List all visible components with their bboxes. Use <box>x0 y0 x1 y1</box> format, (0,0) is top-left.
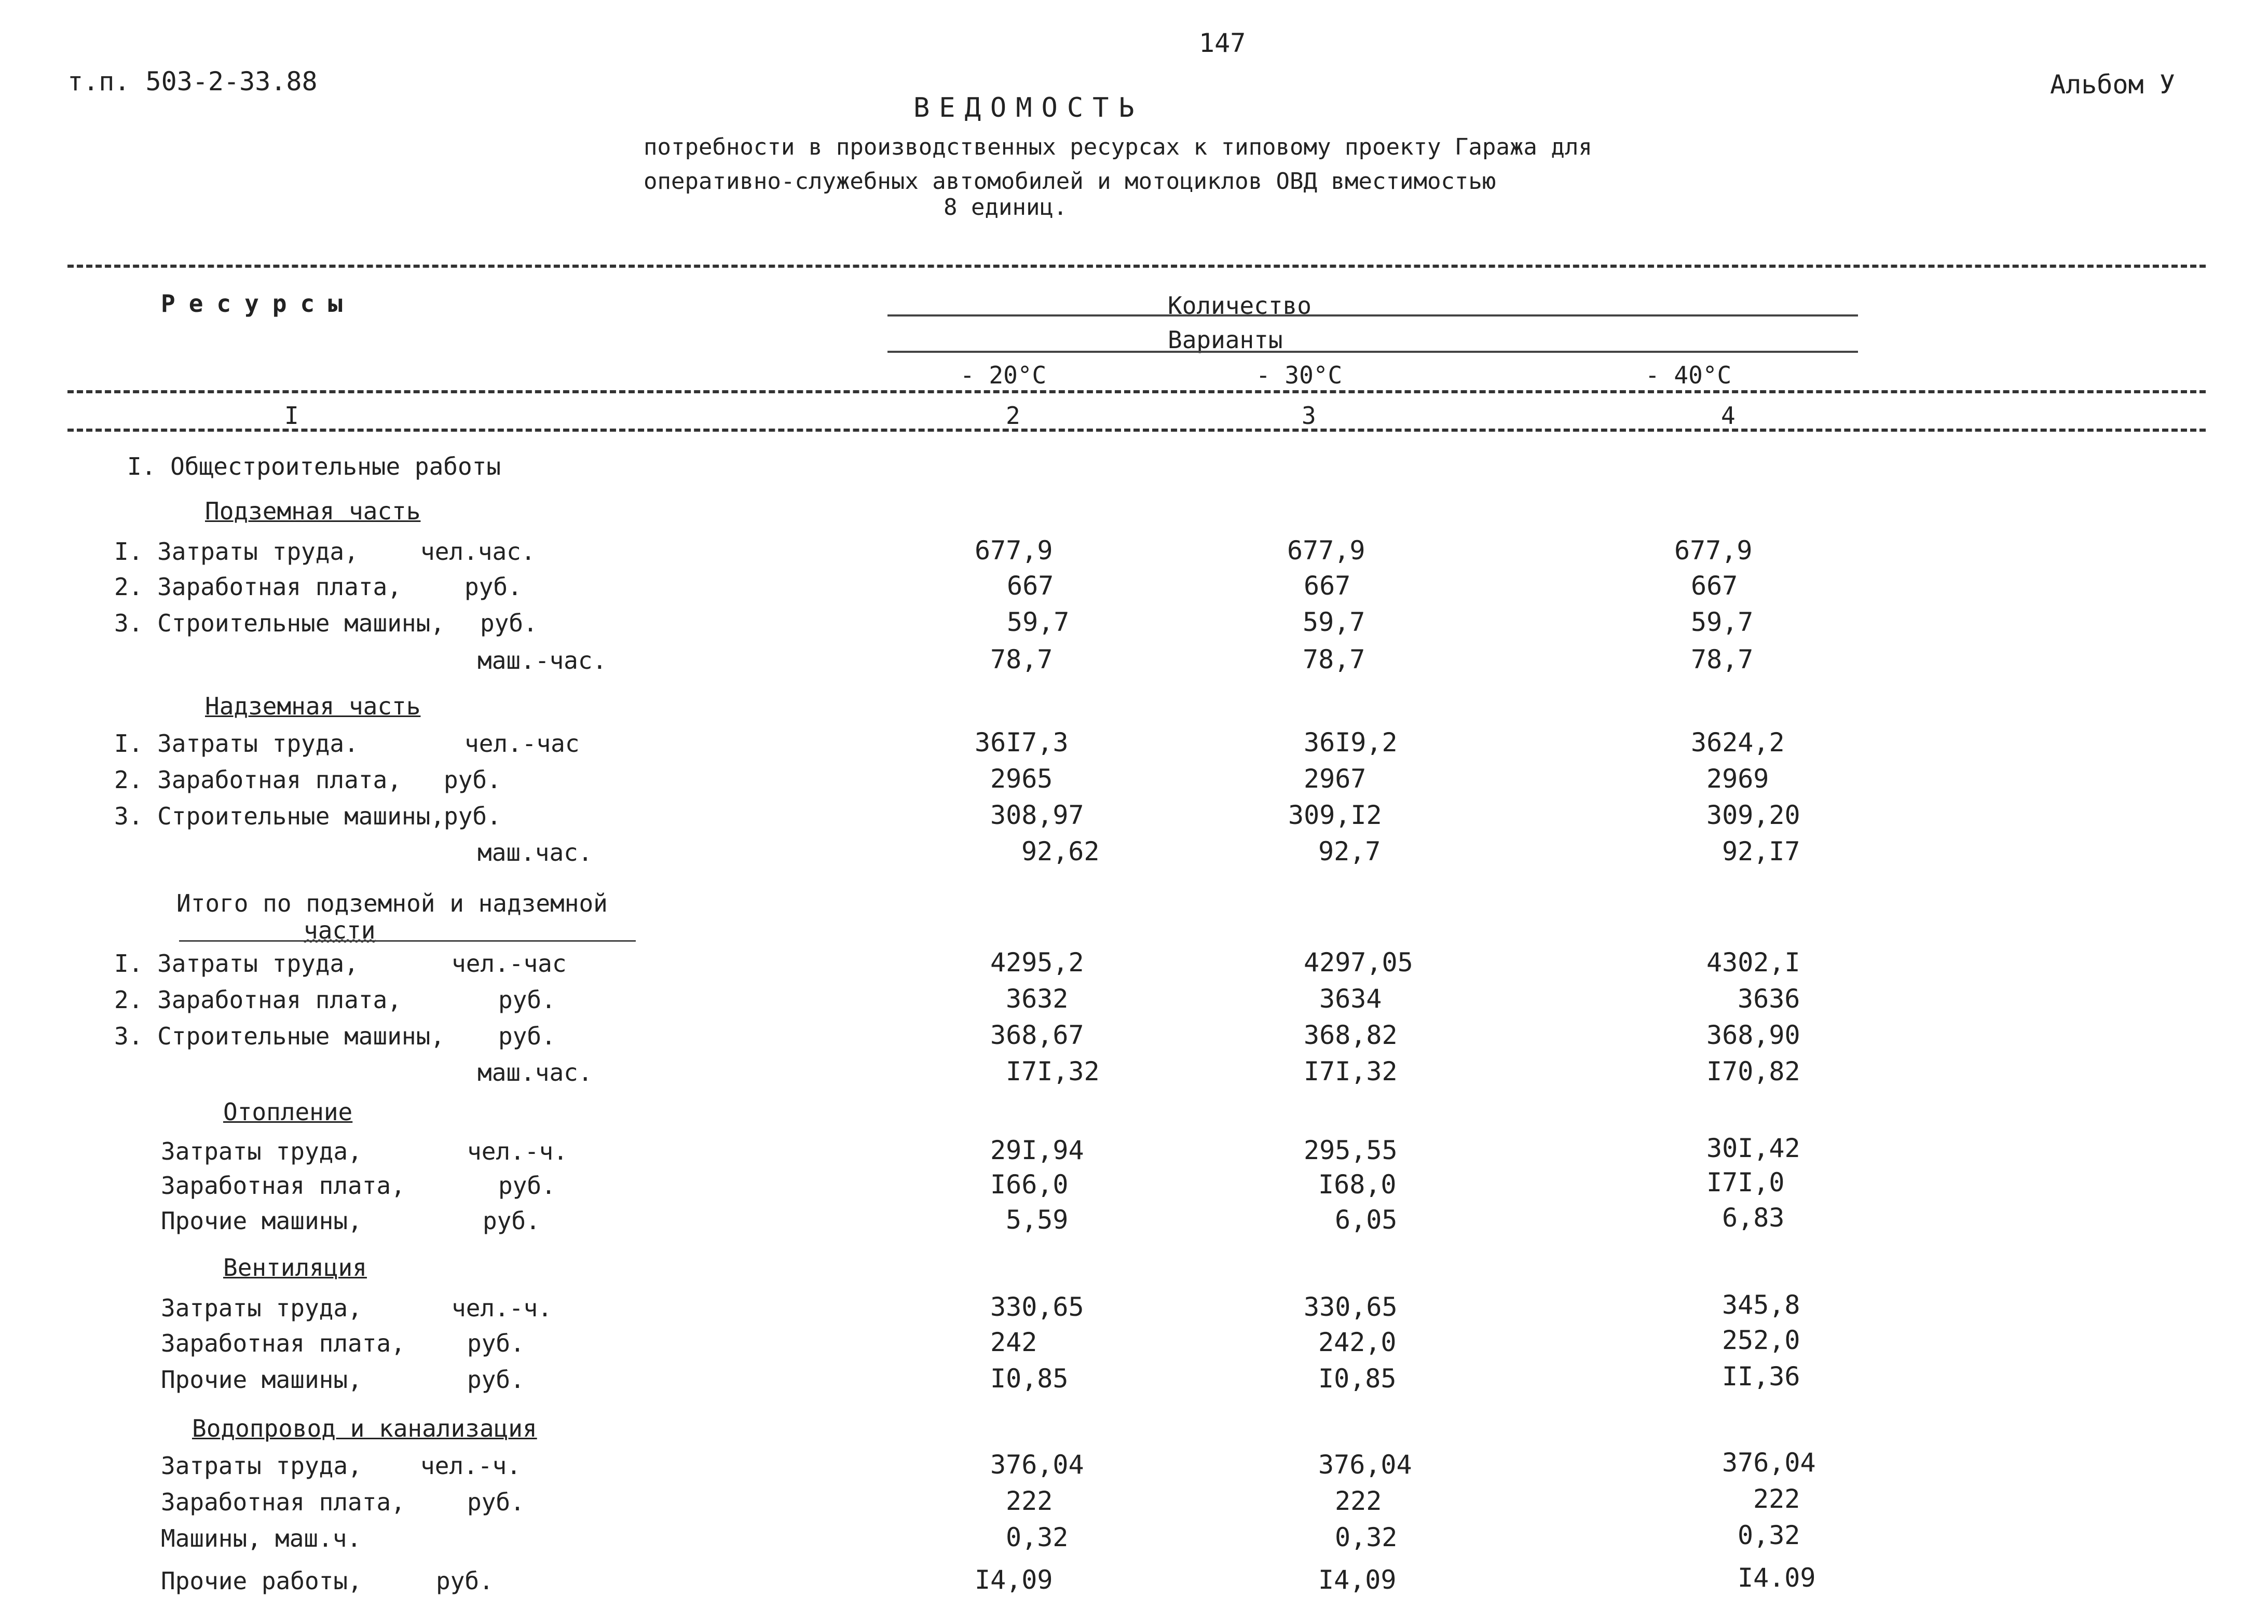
row-unit: руб. <box>436 1567 494 1595</box>
value-20: 36I7,3 <box>975 727 1069 758</box>
value-40: 6,83 <box>1722 1203 1785 1233</box>
row-label: Прочие работы, <box>161 1567 362 1595</box>
value-30: 330,65 <box>1304 1292 1398 1322</box>
row-unit: чел.-ч. <box>452 1294 552 1322</box>
value-40: 0,32 <box>1738 1520 1800 1550</box>
row-unit: руб. <box>498 1172 556 1200</box>
value-20: 4295,2 <box>990 947 1084 978</box>
value-30: 295,55 <box>1304 1135 1398 1165</box>
row-unit: маш.ч. <box>275 1524 362 1552</box>
value-20: I4,09 <box>975 1565 1053 1595</box>
row-unit: маш.час. <box>477 838 593 866</box>
value-40: 4302,I <box>1706 947 1800 978</box>
row-label: I. Затраты труда. <box>114 730 359 758</box>
value-40: 309,20 <box>1706 800 1800 830</box>
variant-20-header: - 20°С <box>960 361 1047 389</box>
value-40: 3636 <box>1738 984 1800 1014</box>
row-unit: чел.-час <box>464 730 580 758</box>
value-30: I4,09 <box>1318 1565 1397 1595</box>
value-20: 242 <box>990 1327 1037 1357</box>
row-label: Затраты труда, <box>161 1137 362 1165</box>
row-label: I. Затраты труда, <box>114 949 359 978</box>
value-20: 78,7 <box>990 644 1053 675</box>
row-unit: руб. <box>444 802 501 830</box>
total-section-title-line-1: Итого по подземной и надземной <box>176 889 608 917</box>
value-40: 78,7 <box>1691 644 1754 675</box>
row-label: Затраты труда, <box>161 1294 362 1322</box>
value-20: 0,32 <box>1006 1522 1069 1552</box>
variant-40-header: - 40°С <box>1645 361 1732 389</box>
row-unit: руб. <box>467 1488 525 1516</box>
row-label: 3. Строительные машины, <box>114 609 445 637</box>
row-label: Машины, <box>161 1524 262 1552</box>
value-20: 376,04 <box>990 1450 1084 1480</box>
row-unit: руб. <box>464 573 522 601</box>
value-30: I0,85 <box>1318 1364 1397 1394</box>
page-number: 147 <box>1199 28 1246 58</box>
value-20: 368,67 <box>990 1020 1084 1050</box>
column-number-2: 2 <box>1006 402 1020 430</box>
underground-section-title: Подземная часть <box>205 497 421 525</box>
column-number-1: I <box>284 402 299 430</box>
value-20: I0,85 <box>990 1364 1069 1394</box>
row-unit: руб. <box>498 1022 556 1050</box>
row-unit: руб. <box>467 1329 525 1357</box>
aboveground-section-title: Надземная часть <box>205 692 421 720</box>
table-header-bottom-rule <box>67 429 2206 432</box>
value-30: 677,9 <box>1287 535 1365 566</box>
row-label: 3. Строительные машины, <box>114 1022 445 1050</box>
row-unit: чел.-час <box>452 949 567 978</box>
value-30: 92,7 <box>1318 836 1381 866</box>
value-20: 59,7 <box>1007 607 1070 637</box>
value-30: 36I9,2 <box>1304 727 1398 758</box>
value-30: 222 <box>1335 1486 1382 1516</box>
value-40: 667 <box>1691 571 1738 601</box>
document-title: ВЕДОМОСТЬ <box>913 92 1144 123</box>
value-20: 222 <box>1006 1486 1053 1516</box>
row-unit: маш.час. <box>477 1058 593 1086</box>
value-30: I68,0 <box>1318 1169 1397 1200</box>
variant-30-header: - 30°С <box>1256 361 1343 389</box>
row-label: 2. Заработная плата, <box>114 766 402 794</box>
row-label: Заработная плата, <box>161 1329 405 1357</box>
row-label: Заработная плата, <box>161 1488 405 1516</box>
value-40: I70,82 <box>1706 1056 1800 1086</box>
value-30: 4297,05 <box>1304 947 1413 978</box>
value-40: 59,7 <box>1691 607 1754 637</box>
value-20: 3632 <box>1006 984 1069 1014</box>
variants-bottom-rule <box>67 390 2206 393</box>
album-label: Альбом У <box>2050 70 2175 100</box>
variants-rule <box>887 351 1858 353</box>
value-20: 2965 <box>990 764 1053 794</box>
row-unit: чел.-ч. <box>467 1137 568 1165</box>
column-number-3: 3 <box>1302 402 1316 430</box>
value-20: 330,65 <box>990 1292 1084 1322</box>
value-40: 345,8 <box>1722 1290 1800 1320</box>
value-40: 92,I7 <box>1722 836 1800 866</box>
value-30: 59,7 <box>1303 607 1365 637</box>
value-40: 368,90 <box>1706 1020 1800 1050</box>
row-label: Затраты труда, <box>161 1452 362 1480</box>
value-40: II,36 <box>1722 1361 1800 1392</box>
value-30: 309,I2 <box>1288 800 1382 830</box>
subtitle-line-3: 8 единиц. <box>944 194 1068 221</box>
value-30: 376,04 <box>1318 1450 1412 1480</box>
section-general-construction: I. Общестроительные работы <box>127 452 501 480</box>
value-30: 78,7 <box>1303 644 1365 675</box>
value-20: I7I,32 <box>1006 1056 1100 1086</box>
column-header-quantity: Количество <box>1168 292 1311 320</box>
row-unit: руб. <box>498 986 556 1014</box>
quantity-rule <box>887 314 1858 316</box>
row-unit: руб. <box>483 1207 540 1235</box>
row-label: I. Затраты труда, <box>114 538 359 566</box>
subtitle-line-1: потребности в производственных ресурсах к типовому проекту Гаража для <box>644 134 1592 160</box>
value-30: 2967 <box>1304 764 1367 794</box>
value-30: 368,82 <box>1304 1020 1398 1050</box>
row-unit: чел.-ч. <box>420 1452 521 1480</box>
value-30: 0,32 <box>1335 1522 1398 1552</box>
value-30: 3634 <box>1319 984 1382 1014</box>
row-label: 2. Заработная плата, <box>114 986 402 1014</box>
value-40: I7I,0 <box>1706 1167 1785 1198</box>
value-20: 667 <box>1007 571 1054 601</box>
row-unit: чел.час. <box>420 538 536 566</box>
row-unit: руб. <box>480 609 538 637</box>
water-supply-section-title: Водопровод и канализация <box>192 1414 537 1442</box>
value-40: 376,04 <box>1722 1448 1816 1478</box>
row-unit: руб. <box>444 766 501 794</box>
heating-section-title: Отопление <box>223 1098 353 1126</box>
total-title-rule <box>179 940 636 942</box>
value-40: 2969 <box>1706 764 1769 794</box>
value-30: 667 <box>1304 571 1351 601</box>
column-header-resources: Ресурсы <box>161 290 356 318</box>
value-30: 242,0 <box>1318 1327 1397 1357</box>
value-20: 677,9 <box>975 535 1053 566</box>
column-number-4: 4 <box>1721 402 1736 430</box>
value-40: 252,0 <box>1722 1325 1800 1355</box>
row-label: Прочие машины, <box>161 1207 362 1235</box>
value-20: 308,97 <box>990 800 1084 830</box>
row-label: 3. Строительные машины, <box>114 802 445 830</box>
value-20: 5,59 <box>1006 1205 1069 1235</box>
row-label: Прочие машины, <box>161 1366 362 1394</box>
doc-code: т.п. 503-2-33.88 <box>67 66 318 97</box>
value-30: I7I,32 <box>1304 1056 1398 1086</box>
value-30: 6,05 <box>1335 1205 1398 1235</box>
total-section-title-line-2: части <box>304 916 376 944</box>
value-40: 30I,42 <box>1706 1133 1800 1163</box>
ventilation-section-title: Вентиляция <box>223 1254 367 1282</box>
value-40: 222 <box>1753 1484 1800 1514</box>
value-40: 3624,2 <box>1691 727 1785 758</box>
value-20: 92,62 <box>1021 836 1100 866</box>
value-40: 677,9 <box>1674 535 1753 566</box>
column-header-variants: Варианты <box>1168 326 1283 354</box>
row-unit: маш.-час. <box>477 646 607 675</box>
subtitle-line-2: оперативно-служебных автомобилей и мотоциклов ОВД вместимостью <box>644 168 1496 195</box>
value-20: 29I,94 <box>990 1135 1084 1165</box>
row-label: 2. Заработная плата, <box>114 573 402 601</box>
value-20: I66,0 <box>990 1169 1069 1200</box>
row-label: Заработная плата, <box>161 1172 405 1200</box>
row-unit: руб. <box>467 1366 525 1394</box>
table-top-rule <box>67 265 2206 268</box>
value-40: I4.09 <box>1738 1563 1816 1593</box>
